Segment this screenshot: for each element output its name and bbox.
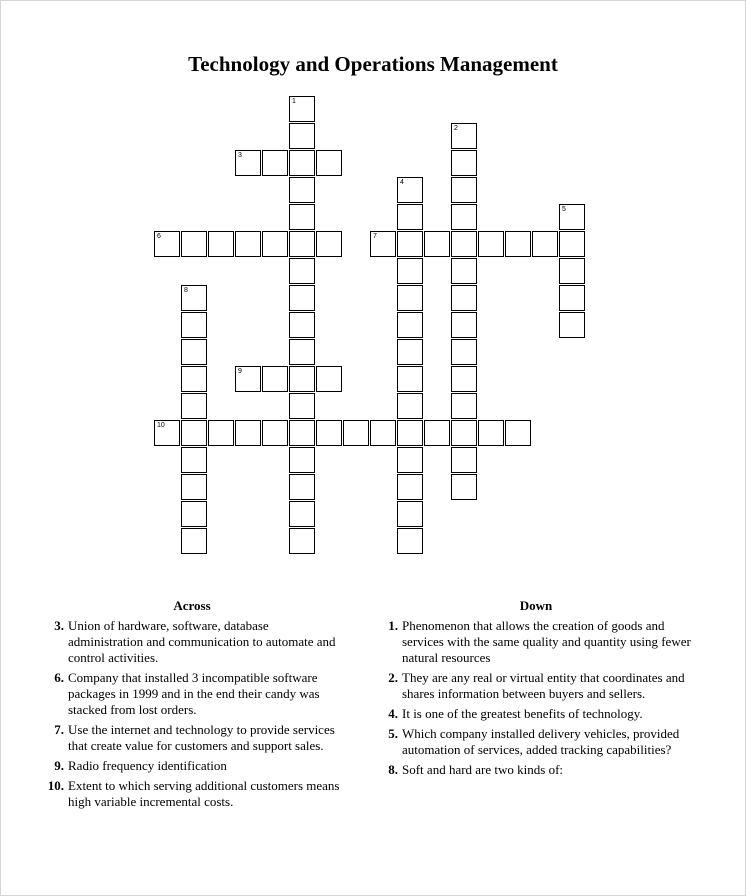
grid-cell[interactable] bbox=[289, 393, 315, 419]
clue-number-label: 8 bbox=[184, 287, 188, 294]
grid-cell[interactable] bbox=[289, 501, 315, 527]
clue-number-label: 6 bbox=[157, 233, 161, 240]
grid-cell[interactable] bbox=[181, 366, 207, 392]
across-heading: Across bbox=[173, 598, 211, 613]
clue-down-5 bbox=[376, 726, 696, 758]
clue-number-label: 10 bbox=[157, 422, 165, 429]
clue-text: Union of hardware, software, database administration and communication to automate and control activities. bbox=[68, 618, 336, 665]
clue-down-4 bbox=[376, 706, 696, 722]
clue-number: 9. bbox=[54, 758, 64, 773]
grid-cell[interactable] bbox=[397, 285, 423, 311]
clue-number: 4. bbox=[388, 706, 398, 721]
grid-cell[interactable] bbox=[289, 96, 315, 122]
grid-cell[interactable] bbox=[424, 420, 450, 446]
grid-cell[interactable] bbox=[262, 366, 288, 392]
grid-cell[interactable] bbox=[559, 312, 585, 338]
grid-cell[interactable] bbox=[235, 366, 261, 392]
grid-cell[interactable] bbox=[397, 393, 423, 419]
grid-cell[interactable] bbox=[397, 528, 423, 554]
clue-across-6 bbox=[42, 670, 342, 718]
grid-cell[interactable] bbox=[451, 447, 477, 473]
grid-cell[interactable] bbox=[478, 420, 504, 446]
grid-cell[interactable] bbox=[451, 393, 477, 419]
grid-cell[interactable] bbox=[397, 474, 423, 500]
grid-cell[interactable] bbox=[181, 393, 207, 419]
clue-across-9 bbox=[42, 758, 342, 774]
grid-cell[interactable] bbox=[397, 312, 423, 338]
grid-cell[interactable] bbox=[343, 420, 369, 446]
clue-down-8 bbox=[376, 762, 696, 778]
clue-text: Soft and hard are two kinds of: bbox=[402, 762, 564, 777]
clue-number: 3. bbox=[54, 618, 64, 633]
clue-number-label: 9 bbox=[238, 368, 242, 375]
grid-cell[interactable] bbox=[451, 420, 477, 446]
grid-cell[interactable] bbox=[505, 420, 531, 446]
grid-cell[interactable] bbox=[235, 231, 261, 257]
grid-cell[interactable] bbox=[451, 366, 477, 392]
grid-cell[interactable] bbox=[262, 231, 288, 257]
clue-number: 2. bbox=[388, 670, 398, 685]
clue-number: 1. bbox=[388, 618, 398, 633]
grid-cell[interactable] bbox=[289, 258, 315, 284]
down-heading: Down bbox=[519, 598, 553, 613]
grid-cell[interactable] bbox=[397, 177, 423, 203]
grid-cell[interactable] bbox=[316, 366, 342, 392]
grid-cell[interactable] bbox=[451, 312, 477, 338]
grid-cell[interactable] bbox=[181, 528, 207, 554]
clue-number: 8. bbox=[388, 762, 398, 777]
grid-cell[interactable] bbox=[208, 231, 234, 257]
grid-cell[interactable] bbox=[289, 204, 315, 230]
grid-cell[interactable] bbox=[289, 474, 315, 500]
grid-cell[interactable] bbox=[559, 204, 585, 230]
grid-cell[interactable] bbox=[181, 447, 207, 473]
across-clues bbox=[42, 598, 342, 814]
grid-cell[interactable] bbox=[397, 447, 423, 473]
grid-cell[interactable] bbox=[181, 231, 207, 257]
clue-number-label: 5 bbox=[562, 206, 566, 213]
grid-cell[interactable] bbox=[451, 258, 477, 284]
grid-cell[interactable] bbox=[451, 339, 477, 365]
grid-cell[interactable] bbox=[316, 420, 342, 446]
grid-cell[interactable] bbox=[478, 231, 504, 257]
grid-cell[interactable] bbox=[424, 231, 450, 257]
clue-number-label: 7 bbox=[373, 233, 377, 240]
clue-across-3 bbox=[42, 618, 342, 666]
grid-cell[interactable] bbox=[559, 285, 585, 311]
grid-cell[interactable] bbox=[559, 258, 585, 284]
clue-number: 10. bbox=[47, 778, 64, 793]
grid-cell[interactable] bbox=[262, 420, 288, 446]
clue-text: Extent to which serving additional customers means high variable incremental costs. bbox=[68, 778, 340, 809]
grid-cell[interactable] bbox=[451, 231, 477, 257]
grid-cell[interactable] bbox=[289, 339, 315, 365]
grid-cell[interactable] bbox=[451, 474, 477, 500]
grid-cell[interactable] bbox=[289, 285, 315, 311]
grid-cell[interactable] bbox=[289, 312, 315, 338]
grid-cell[interactable] bbox=[154, 231, 180, 257]
grid-cell[interactable] bbox=[235, 150, 261, 176]
clue-number: 6. bbox=[54, 670, 64, 685]
clue-text: Which company installed delivery vehicles, provided automation of services, added tracking capabilities? bbox=[402, 726, 680, 757]
grid-cell[interactable] bbox=[316, 150, 342, 176]
clue-number-label: 2 bbox=[454, 125, 458, 132]
grid-cell[interactable] bbox=[181, 420, 207, 446]
clue-down-1 bbox=[376, 618, 696, 666]
grid-cell[interactable] bbox=[289, 150, 315, 176]
clue-number-label: 1 bbox=[292, 98, 296, 105]
grid-cell[interactable] bbox=[181, 285, 207, 311]
grid-cell[interactable] bbox=[316, 231, 342, 257]
down-clues bbox=[376, 598, 696, 782]
grid-cell[interactable] bbox=[451, 150, 477, 176]
clue-number-label: 3 bbox=[238, 152, 242, 159]
grid-cell[interactable] bbox=[289, 231, 315, 257]
grid-cell[interactable] bbox=[397, 231, 423, 257]
grid-cell[interactable] bbox=[397, 420, 423, 446]
clue-across-7 bbox=[42, 722, 342, 754]
grid-cell[interactable] bbox=[397, 501, 423, 527]
clue-number-label: 4 bbox=[400, 179, 404, 186]
grid-cell[interactable] bbox=[181, 312, 207, 338]
grid-cell[interactable] bbox=[370, 420, 396, 446]
puzzle-title: Technology and Operations Management bbox=[188, 52, 558, 76]
grid-cell[interactable] bbox=[289, 177, 315, 203]
grid-cell[interactable] bbox=[289, 528, 315, 554]
clue-text: Use the internet and technology to provide services that create value for customers and support sales. bbox=[68, 722, 335, 753]
clue-down-2 bbox=[376, 670, 696, 702]
grid-cell[interactable] bbox=[181, 501, 207, 527]
clue-number: 7. bbox=[54, 722, 64, 737]
clue-text: Radio frequency identification bbox=[68, 758, 227, 773]
grid-cell[interactable] bbox=[289, 447, 315, 473]
grid-cell[interactable] bbox=[451, 204, 477, 230]
clue-text: It is one of the greatest benefits of technology. bbox=[402, 706, 643, 721]
grid-cell[interactable] bbox=[532, 231, 558, 257]
grid-cell[interactable] bbox=[208, 420, 234, 446]
grid-cell[interactable] bbox=[451, 123, 477, 149]
grid-cell[interactable] bbox=[289, 123, 315, 149]
grid-cell[interactable] bbox=[397, 258, 423, 284]
grid-cell[interactable] bbox=[397, 366, 423, 392]
grid-cell[interactable] bbox=[289, 366, 315, 392]
grid-cell[interactable] bbox=[397, 204, 423, 230]
grid-cell[interactable] bbox=[559, 231, 585, 257]
grid-cell[interactable] bbox=[235, 420, 261, 446]
grid-cell[interactable] bbox=[154, 420, 180, 446]
clue-text: They are any real or virtual entity that coordinates and shares information between buyers and sellers. bbox=[402, 670, 685, 701]
clue-text: Company that installed 3 incompatible software packages in 1999 and in the end their candy was stacked from lost orders. bbox=[68, 670, 320, 717]
grid-cell[interactable] bbox=[181, 474, 207, 500]
clue-across-10 bbox=[42, 778, 342, 810]
grid-cell[interactable] bbox=[397, 339, 423, 365]
grid-cell[interactable] bbox=[370, 231, 396, 257]
grid-cell[interactable] bbox=[451, 177, 477, 203]
clue-text: Phenomenon that allows the creation of goods and services with the same quality and quantity using fewer natural resources bbox=[402, 618, 691, 665]
grid-cell[interactable] bbox=[262, 150, 288, 176]
grid-cell[interactable] bbox=[289, 420, 315, 446]
clue-number: 5. bbox=[388, 726, 398, 741]
grid-cell[interactable] bbox=[181, 339, 207, 365]
grid-cell[interactable] bbox=[505, 231, 531, 257]
grid-cell[interactable] bbox=[451, 285, 477, 311]
